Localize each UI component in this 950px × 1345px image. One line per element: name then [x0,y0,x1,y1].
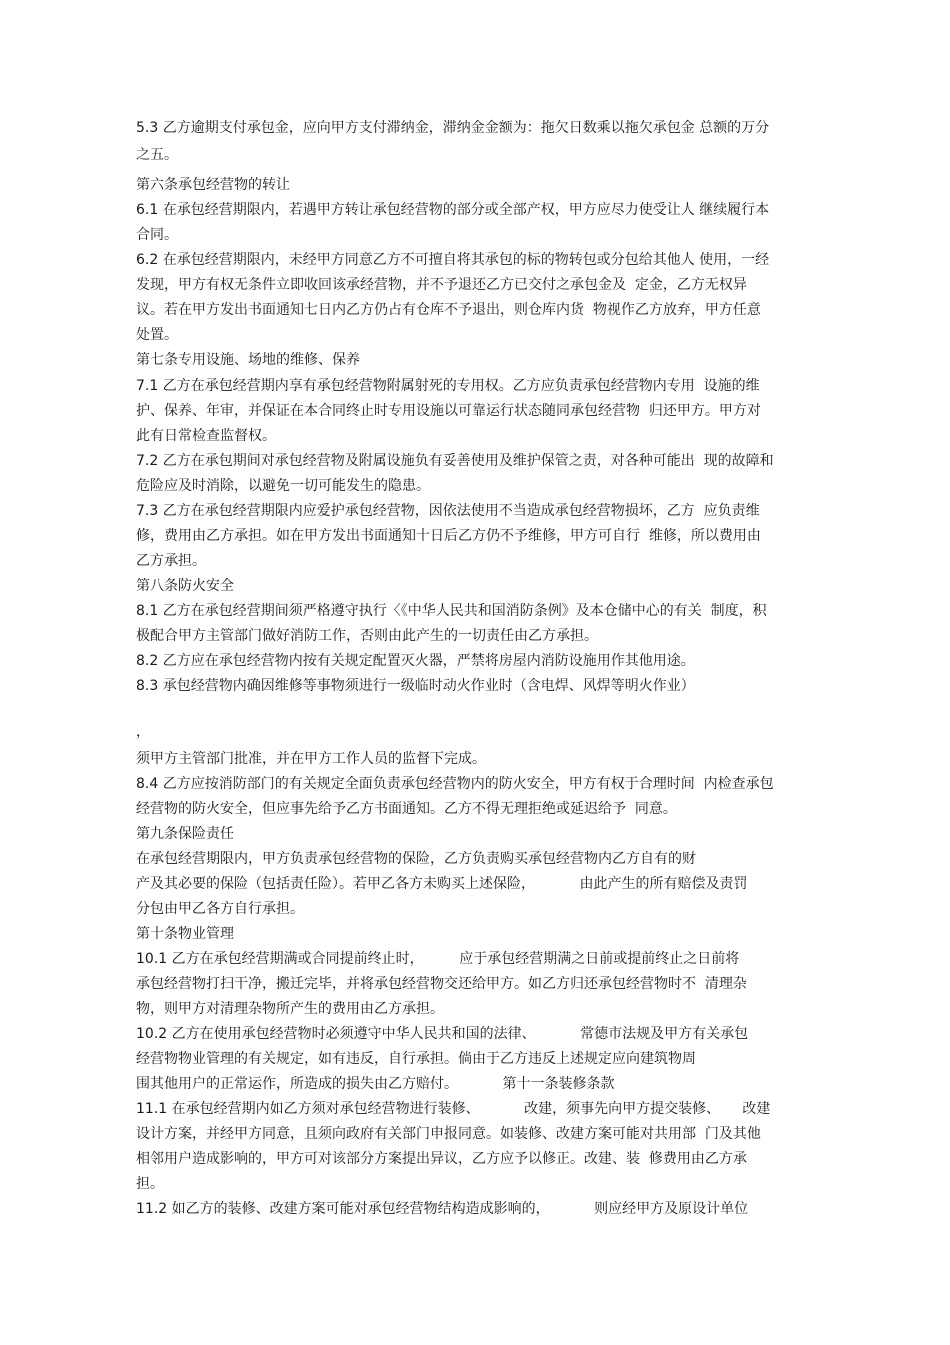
text-line: 须甲方主管部门批准，并在甲方工作人员的监督下完成。 [136,751,486,767]
text-line: 处置。 [136,327,178,343]
text-line: 7.1 乙方在承包经营期内享有承包经营物附属射死的专用权。乙方应负责承包经营物内专用 设施的维 [136,378,760,394]
text-line: 10.1 乙方在承包经营期满或合同提前终止时， 应于承包经营期满之日前或提前终止之日前将 [136,951,740,967]
text-line: 围其他用户的正常运作，所造成的损失由乙方赔付。 第十一条装修条款 [136,1076,615,1092]
text-line: 物，则甲方对清理杂物所产生的费用由乙方承担。 [136,1001,444,1017]
text-line: 承包经营物打扫干净，搬迁完毕，并将承包经营物交还给甲方。如乙方归还承包经营物时不 清理杂 [136,976,747,992]
text-line: 修，费用由乙方承担。如在甲方发出书面通知十日后乙方仍不予维修，甲方可自行 维修，所以费用由 [136,528,761,544]
text-line: 极配合甲方主管部门做好消防工作，否则由此产生的一切责任由乙方承担。 [136,628,598,644]
text-line: 6.2 在承包经营期限内，未经甲方同意乙方不可擅自将其承包的标的物转包或分包给其他人 使用，一经 [136,252,770,268]
text-line: 设计方案，并经甲方同意，且须向政府有关部门申报同意。如装修、改建方案可能对共用部 门及其他 [136,1126,761,1142]
article-heading: 第九条保险责任 [136,826,234,842]
text-line: 6.1 在承包经营期限内，若遇甲方转让承包经营物的部分或全部产权，甲方应尽力使受让人 继续履行本 [136,202,770,218]
text-line: 之五。 [136,147,178,163]
text-line: 担。 [136,1176,164,1192]
article-heading: 第六条承包经营物的转让 [136,177,290,193]
text-line: 8.1 乙方在承包经营期间须严格遵守执行〈《中华人民共和国消防条例》及本仓储中心的有关 制度，积 [136,603,767,619]
text-line: 10.2 乙方在使用承包经营物时必须遵守中华人民共和国的法律、 常德市法规及甲方有关承包 [136,1026,749,1042]
text-line: 此有日常检查监督权。 [136,428,276,444]
text-line: 议。若在甲方发出书面通知七日内乙方仍占有仓库不予退出，则仓库内货 物视作乙方放弃，甲方任意 [136,302,761,318]
text-line: 危险应及时消除，以避免一切可能发生的隐患。 [136,478,430,494]
text-line: 7.2 乙方在承包期间对承包经营物及附属设施负有妥善使用及维护保管之责，对各种可能出 现的故障和 [136,453,774,469]
text-line: 7.3 乙方在承包经营期限内应爱护承包经营物，因依法使用不当造成承包经营物损坏，乙方 应负责维 [136,503,760,519]
text-line: 5.3 乙方逾期支付承包金，应向甲方支付滞纳金，滞纳金金额为：拖欠日数乘以拖欠承包金 总额的万分 [136,120,770,136]
text-line: 11.2 如乙方的装修、改建方案可能对承包经营物结构造成影响的， 则应经甲方及原设计单位 [136,1201,749,1217]
text-line: 在承包经营期限内，甲方负责承包经营物的保险，乙方负责购买承包经营物内乙方自有的财 [136,851,696,867]
text-line: 8.3 承包经营物内确因维修等事物须进行一级临时动火作业时（含电焊、风焊等明火作业） [136,678,695,694]
text-line: 8.2 乙方应在承包经营物内按有关规定配置灭火器，严禁将房屋内消防设施用作其他用途。 [136,653,695,669]
text-line: 发现，甲方有权无条件立即收回该承经营物，并不予退还乙方已交付之承包金及 定金，乙方无权异 [136,277,747,293]
text-line: 相邻用户造成影响的，甲方可对该部分方案提出异议，乙方应予以修正。改建、装 修费用由乙方承 [136,1151,747,1167]
text-line: 分包由甲乙各方自行承担。 [136,901,304,917]
text-line: 11.1 在承包经营期内如乙方须对承包经营物进行装修、 改建，须事先向甲方提交装修、 改建 [136,1101,771,1117]
text-line: 经营物物业管理的有关规定，如有违反，自行承担。倘由于乙方违反上述规定应向建筑物周 [136,1051,696,1067]
article-heading: 第八条防火安全 [136,578,234,594]
article-heading: 第十条物业管理 [136,926,234,942]
text-line: 产及其必要的保险（包括责任险）。若甲乙各方未购买上述保险， 由此产生的所有赔偿及责罚 [136,876,748,892]
text-line: 护、保养、年审，并保证在本合同终止时专用设施以可靠运行状态随同承包经营物 归还甲方。甲方对 [136,403,761,419]
text-line: 8.4 乙方应按消防部门的有关规定全面负责承包经营物内的防火安全，甲方有权于合理时间 内检查承包 [136,776,774,792]
article-heading: 第七条专用设施、场地的维修、保养 [136,352,360,368]
text-line: 合同。 [136,227,178,243]
text-line: 经营物的防火安全，但应事先给予乙方书面通知。乙方不得无理拒绝或延迟给予 同意。 [136,801,677,817]
text-line: 乙方承担。 [136,553,206,569]
text-line: ， [136,724,150,740]
